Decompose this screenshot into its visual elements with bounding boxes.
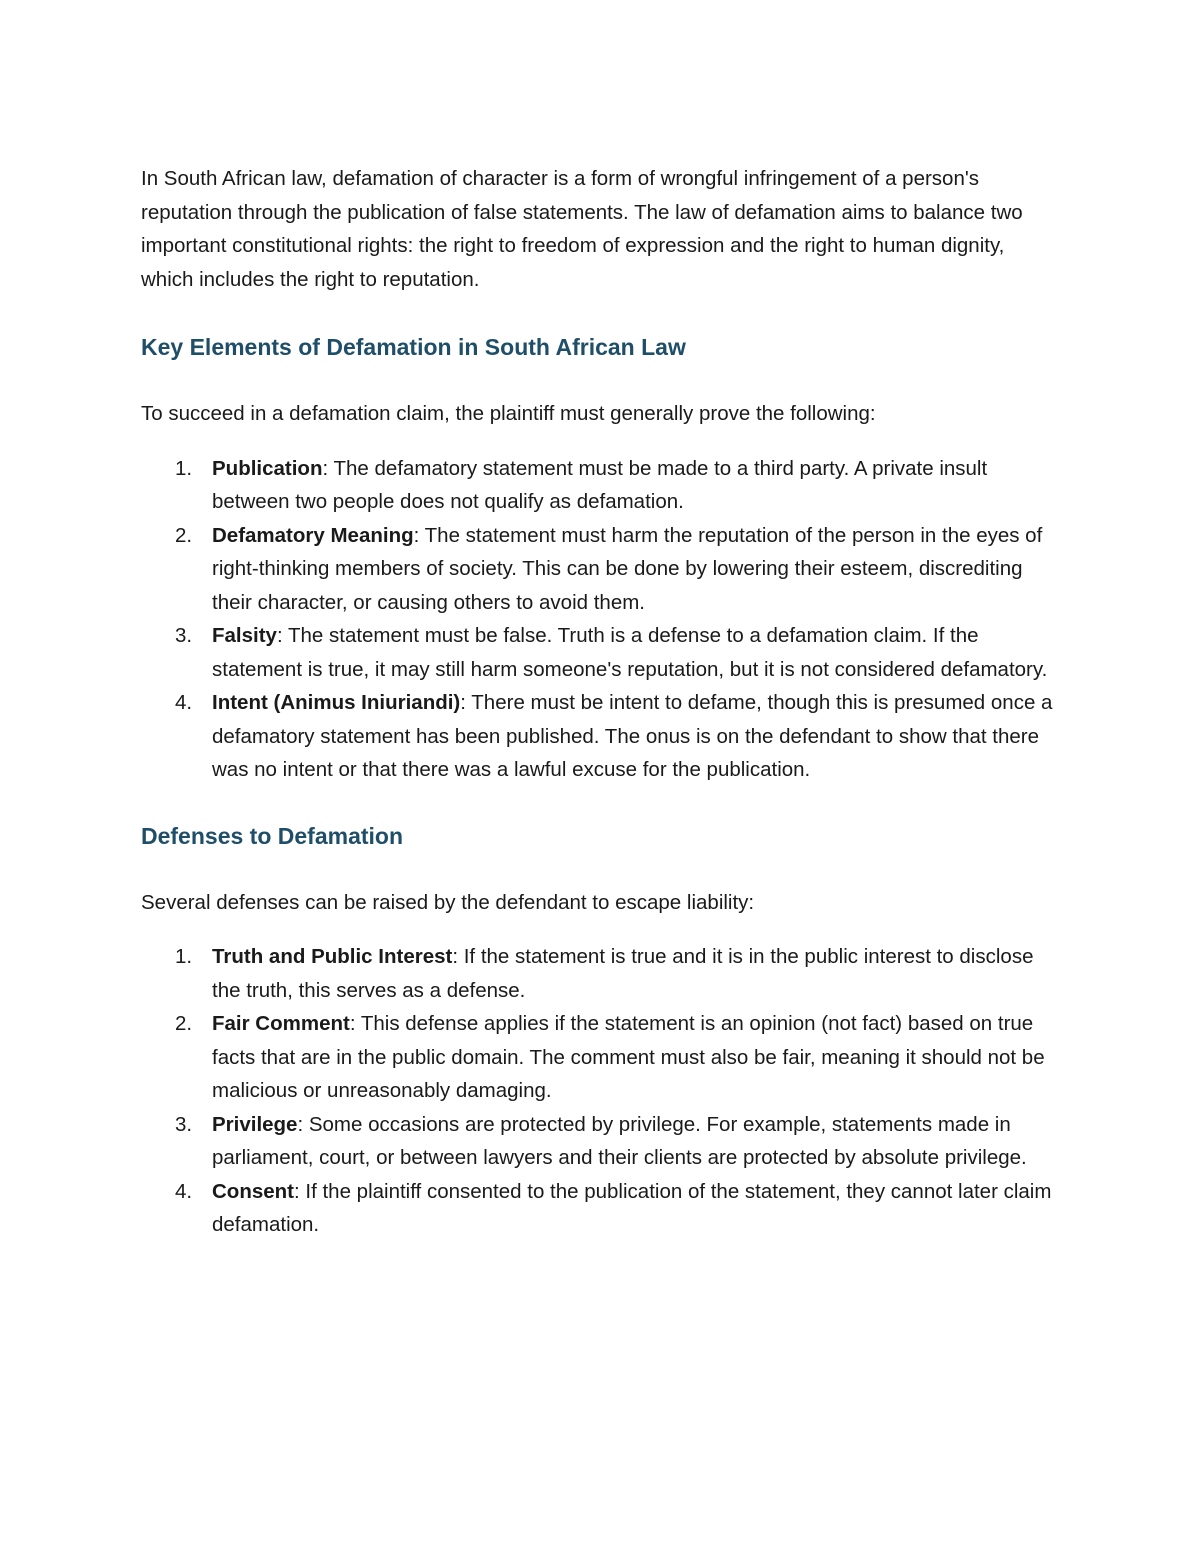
list-number: 3. — [175, 624, 193, 647]
list-number: 2. — [175, 1012, 193, 1035]
key-elements-list — [141, 452, 1062, 787]
list-text: : If the plaintiff consented to the publication of the statement, they cannot later claim defamation. — [212, 1179, 1052, 1236]
list-term: Falsity — [212, 624, 277, 647]
list-number: 2. — [175, 523, 193, 547]
list-text: : There must be intent to defame, though this is presumed once a defamatory statement has been published. The onus is on the defendant to show that there was no intent or that there was a lawful excuse for the publication. — [212, 691, 1053, 781]
list-item — [141, 1175, 1062, 1242]
list-item — [141, 1108, 1062, 1175]
list-text: : This defense applies if the statement is an opinion (not fact) based on true facts that are in the public domain. The comment must also be fair, meaning it should not be malicious or unreasonably damaging. — [212, 1012, 1045, 1102]
list-item — [141, 686, 1062, 787]
list-item — [141, 452, 1062, 519]
list-number: 3. — [175, 1112, 193, 1136]
list-item — [141, 1007, 1062, 1108]
list-term: Defamatory Meaning — [212, 523, 414, 547]
list-item — [141, 940, 1062, 1007]
section-lead-defenses: Several defenses can be raised by the defendant to escape liability: — [141, 890, 755, 914]
list-number: 1. — [175, 945, 193, 968]
list-text: : The statement must be false. Truth is a defense to a defamation claim. If the statement is true, it may still harm someone's reputation, but it is not considered defamatory. — [212, 624, 1048, 681]
list-term: Privilege — [212, 1112, 298, 1136]
list-text: : The statement must harm the reputation of the person in the eyes of right-thinking members of society. This can be done by lowering their esteem, discrediting their character, or causing others to avoid them. — [212, 523, 1043, 614]
list-term: Fair Comment — [212, 1012, 350, 1035]
list-term: Truth and Public Interest — [212, 945, 453, 968]
section-heading-defenses: Defenses to Defamation — [141, 822, 404, 849]
list-text: : If the statement is true and it is in the public interest to disclose the truth, this serves as a defense. — [212, 945, 1034, 1002]
list-item — [141, 619, 1062, 686]
section-heading-key-elements: Key Elements of Defamation in South African Law — [141, 334, 686, 360]
list-item — [141, 519, 1062, 620]
list-text: : The defamatory statement must be made to a third party. A private insult between two people does not qualify as defamation. — [212, 456, 988, 513]
intro-paragraph: In South African law, defamation of character is a form of wrongful infringement of a person's reputation through the publication of false statements. The law of defamation aims to balance two important constitutional rights: the right to freedom of expression and the right to human dignity, which includes the right to reputation. — [141, 167, 1023, 291]
list-number: 1. — [175, 456, 193, 480]
list-text: : Some occasions are protected by privilege. For example, statements made in parliament, court, or between lawyers and their clients are protected by absolute privilege. — [212, 1112, 1027, 1169]
section-lead-key-elements: To succeed in a defamation claim, the plaintiff must generally prove the following: — [141, 402, 876, 425]
defenses-list — [141, 940, 1062, 1242]
list-number: 4. — [175, 1179, 193, 1203]
list-term: Intent (Animus Iniuriandi) — [212, 691, 461, 714]
list-term: Consent — [212, 1179, 294, 1203]
list-term: Publication — [212, 456, 323, 480]
list-number: 4. — [175, 691, 193, 714]
